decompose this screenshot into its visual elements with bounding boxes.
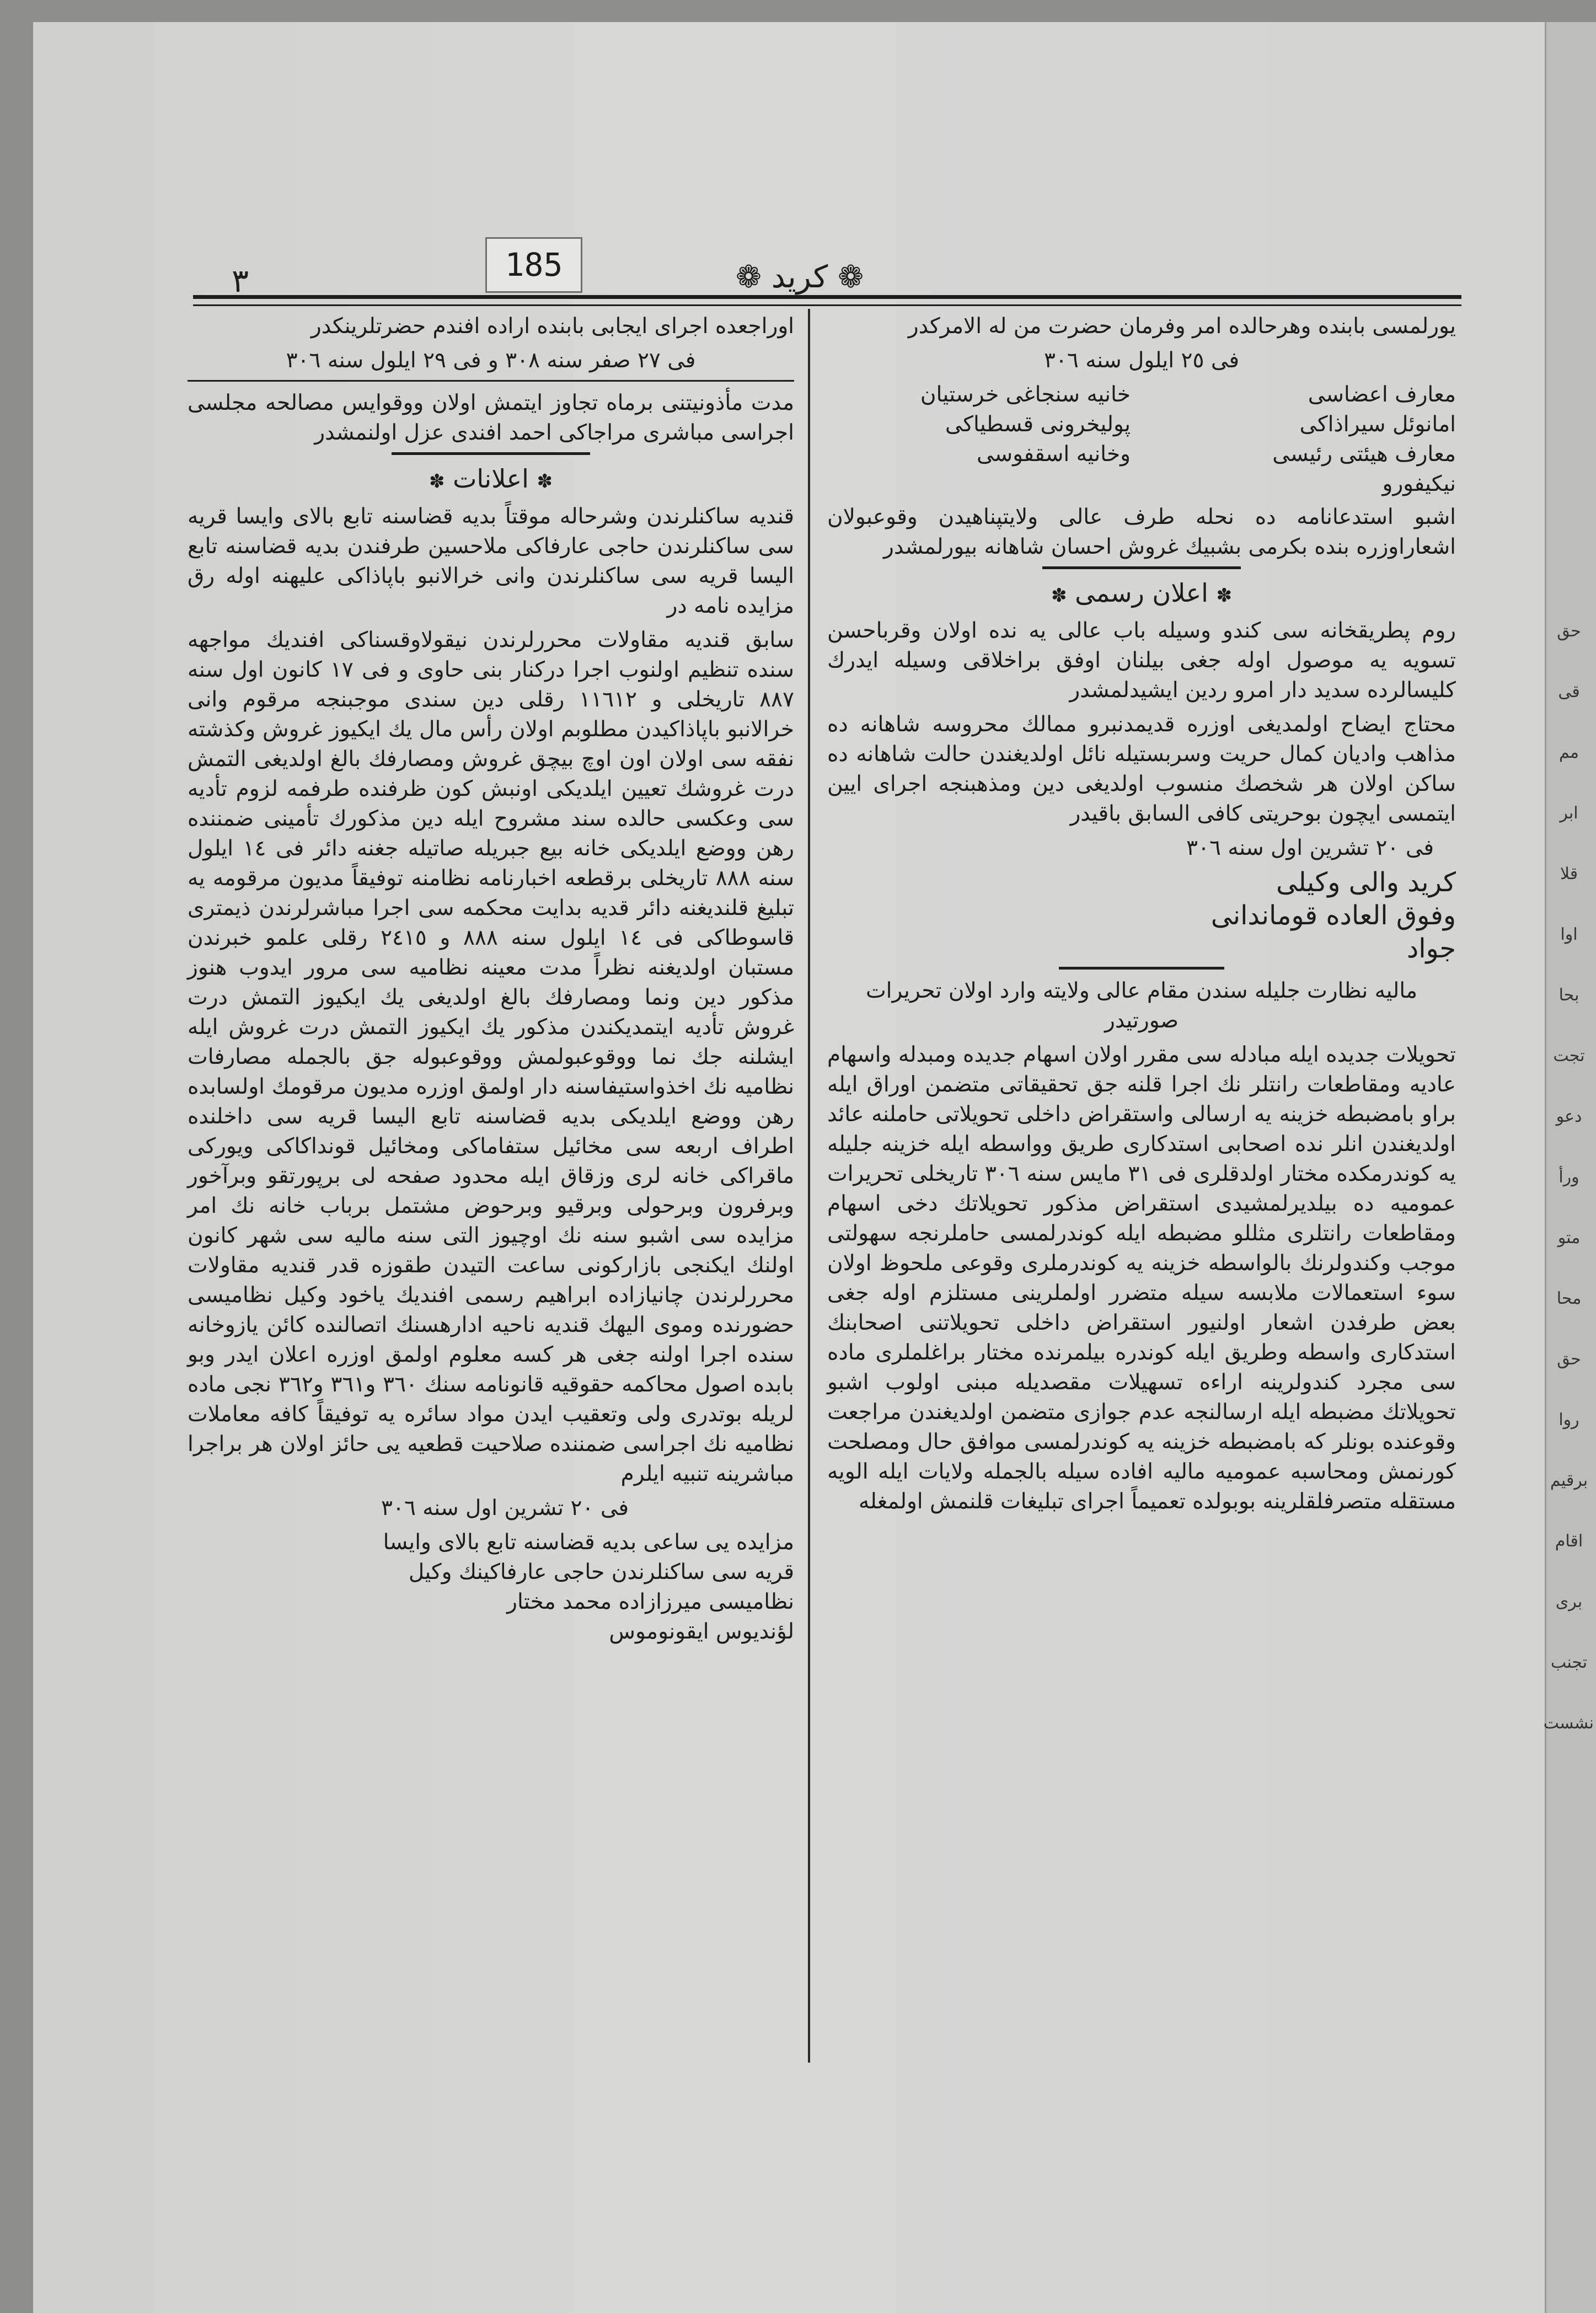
ornament-icon: ✽ — [1051, 585, 1067, 607]
decree-date: فى ٢٧ صفر سنه ٣٠٨ و فى ٢٩ ايلول سنه ٣٠٦ — [286, 348, 696, 373]
edge-fragment: متو — [1557, 1228, 1581, 1247]
right-column — [827, 312, 1456, 1521]
handwritten-page-number: 185 — [485, 237, 582, 293]
ornament-icon: ✽ — [429, 470, 445, 492]
official-date: فى ٢٠ تشرين اول سنه ٣٠٦ — [1186, 836, 1434, 860]
edge-fragment: حق — [1557, 1350, 1581, 1369]
edge-fragment: نشست — [1543, 1714, 1594, 1733]
official-paragraph: روم پطريقخانه سى كندو وسيله باب عالى يه نده اولان وقرباحسن تسويه يه موصول اوله جغى بيلنان اوفق براخلاقى وسيله ايدرك كليسالرده سديد دار امرو ردين ايشيدلمشدر — [827, 618, 1456, 703]
adjacent-page-text — [1544, 601, 1594, 1754]
header-rule — [193, 295, 1461, 306]
edge-fragment: تجنب — [1550, 1653, 1588, 1672]
edge-fragment: بحا — [1558, 986, 1579, 1005]
dismissal-notice: مدت مأذونيتنى برماه تجاوز ايتمش اولان ووقوايس مصالحه مجلسى اجراسى مباشرى مراجاكى احمد افندى عزل اولنمشدر — [188, 390, 794, 445]
edge-fragment: قلا — [1560, 864, 1578, 884]
member: معارف اعضاسى — [1308, 382, 1456, 407]
finance-heading: ماليه نظارت جليله سندن مقام عالى ولايته وارد اولان تحريرات صورتيدر — [865, 978, 1418, 1033]
member: خانيه سنجاغى خرستيان — [920, 382, 1131, 407]
edge-fragment: ورأ — [1558, 1168, 1579, 1187]
page-number: ٣ — [232, 262, 249, 299]
official-notice-title: اعلان رسمى — [1075, 578, 1208, 608]
member: پوليخرونى قسطياكى — [945, 412, 1131, 437]
grant-note: اشبو استدعانامه ده نحله طرف عالى ولايتپناهيدن وقوعبولان اشعاراوزره بنده بكرمى بشبيك غروش احسان شاهانه بيورلمشدر — [827, 505, 1456, 559]
ad-signature: مزايده يى ساعى بديه قضاسنه تابع بالاى وايسا — [383, 1530, 794, 1555]
edge-fragment: ابر — [1560, 804, 1578, 823]
member: نيكيفورو — [1382, 472, 1456, 496]
edge-fragment: برى — [1555, 1592, 1583, 1611]
ornament-icon: ✽ — [537, 470, 553, 492]
page-header — [165, 259, 1450, 299]
ad-paragraph: قنديه ساكنلرندن وشرحاله موقتاً بديه قضاسنه تابع بالاى وايسا قريه سى ساكنلرندن حاجى عارفاكى ملاحسين طرفندن بديه قضاسنه تابع اليسا قريه سى ساكنلرندن وانى خرالانبو باپاذاكى عليهنه اوله رق مزايده نامه در — [188, 504, 794, 618]
section-rule — [392, 452, 590, 458]
signature-title: وفوق العاده قوماندانى — [1211, 900, 1456, 931]
edge-fragment: اوا — [1560, 925, 1578, 944]
signature-name: جواد — [1406, 933, 1456, 964]
ad-signature: لؤنديوس ايقونوموس — [609, 1619, 794, 1644]
edge-fragment: مم — [1558, 743, 1579, 762]
edge-fragment: محا — [1556, 1289, 1582, 1308]
section-rule — [1059, 967, 1224, 973]
edge-fragment: برقيم — [1550, 1471, 1588, 1490]
member: امانوئل سيراذاكى — [1299, 412, 1456, 437]
column-divider — [808, 309, 810, 2063]
edge-fragment: تجت — [1553, 1046, 1585, 1066]
signature-title: كريد والى وكيلى — [1276, 867, 1456, 898]
masthead-title: ❁ كريد ❁ — [736, 259, 864, 295]
ad-signature: نظاميسى ميرزازاده محمد مختار — [507, 1589, 794, 1614]
edge-fragment: روا — [1558, 1410, 1579, 1429]
ad-date: فى ٢٠ تشرين اول سنه ٣٠٦ — [381, 1496, 629, 1520]
ad-signature: قريه سى ساكنلرندن حاجى عارفاكينك وكيل — [408, 1560, 794, 1584]
official-paragraph: محتاج ايضاح اولمديغى اوزره قديمدنبرو ممالك محروسه شاهانه ده مذاهب واديان كمال حريت وسربستيله نائل اولديغندن حالت شاهانه ده ساكن اولان هر شخصك منسوب اولديغى دين ومذهبنجه اجراى ايين ايتمسى ايچون بوحريتى كافى السابق باقيدر — [827, 712, 1456, 826]
ads-heading — [188, 464, 794, 496]
members-list — [827, 380, 1456, 499]
ornament-icon: ✽ — [1216, 585, 1233, 607]
member: وخانيه اسقفوسى — [976, 442, 1131, 467]
edge-fragment: اقام — [1555, 1532, 1583, 1551]
left-column — [188, 312, 794, 1651]
ad-paragraph: سابق قنديه مقاولات محررلرندن نيقولاوقسناكى افنديك مواجهه سنده تنظيم اولنوب اجرا دركنار بنى حاوى و فى ١٧ كانون اول سنه ٨٨٧ تاريخلى و ١١٦١٢ رقلى دين سندى موجبنجه مرقوم وانى خرالانبو باپاذاكيدن مطلوبم اولان رأس مال يك ايكيوز غروش وكذشته نفقه سى اولان اون اوچ بيچق غروش ومصارفك بالغ اولديغى التمش درت غروشك تعيين ايلديكى اونبش كون ظرفنده طرفمه لزوم تأديه سى وعكسى حالده سند مشروح ايله دين مذكورك تأمينى ضمننده رهن ووضع ايلديكى خانه بيع جبريله صاتيله جغنه دائر فى ١٤ ايلول سنه ٨٨٨ تاريخلى برقطعه اخبارنامه نظامنه توفيقاً مديون مرقومه يه تبليغ قلنديغنه دائر قديه بدايت محكمه سى اجرا مباشرلرندن ذيمترى قاسوطاكى فى ١٤ ايلول سنه ٨٨٨ و ٢٤١٥ رقلى علمو خبرندن مستبان اولديغنه نظراً مدت معينه نظاميه سى مرور ايدوب هنوز مذكور دين ونما ومصارفك بالغ اولديغى يك ايكيوز التمش درت غروش تأديه ايتمديكندن مذكور يك ايكيوز التمش درت غروش ايله ايشلنه جك نما ووقوعبولمش ووقوعبوله جق بالجمله مصارفات نظاميه نك اخذواستيفاسنه دار اولمق اوزره مديون مرقومك اولسابده رهن ووضع ايلديكى بديه قضاسنه تابع اليسا قريه سى داخلنده اطراف اربعه سى مخائيل ستفاماكى ومخائيل قونداكاكى ويوركى ماقراكى خانه لرى وزقاق ايله محدود صفحه لى برپورتقو وبرآخور وبرفرون وبرحولى وبرقيو وبرحوض مشتمل برباب خانه نك امر مزايده سى اشبو سنه نك اوچيوز التى سنه ماليه سى شهر كانون اولنك ايكنجى بازاركونى ساعت التيدن طقوزه قدر قنديه مقاولات محررلرندن چانيازاده ابراهيم رسمى افنديك ياخود وكيل نظاميسى حضورنده وموى اليهك قنديه ناحيه ادارهسنك اتصالنده كائن يازوخانه سنده اجرا اولنه جغى هر كسه معلوم اولمق اوزره اعلان ايدر وبو بابده اصول محاكمه حقوقيه قانونامه سنك ٣٦٠ و٣٦١ و٣٦٢ نجى ماده لريله بوتدرى ولى وتعقيب ايدن مواد سائره يه توفيقاً كافه معاملات نظاميه نك اجراسى ضمننده صلاحيت قطعيه يى حائز اولان هر براجرا مباشرينه تنبيه ايلرم — [188, 628, 795, 1486]
intro-date: فى ٢٥ ايلول سنه ٣٠٦ — [1044, 348, 1239, 373]
finance-body: تحويلات جديده ايله مبادله سى مقرر اولان اسهام جديده ومبدله واسهام عاديه ومقاطعات رانتلر نك اجرا قلنه جق تحقيقاتى متضمن اوراق ايله براو بامضبطه خزينه يه ارسالى واستقراض داخلى تحويلاتى حاملنه عائد اولديغندن انلر نده اصحابى استدكارى طريق وواسطه ايله خزينه جليله يه كوندرمكده مختار اولدقلرى فى ٣١ مايس سنه ٣٠٦ تاريخلى تحريرات عموميه ده بيلديرلمشيدى استقراض مذكور تحويلاتك دخى اسهام ومقاطعات رانتلرى مثللو مضبطه ايله كوندرلمسى حاملرنجه سهولتى موجب وكندولرنك بالواسطه خزينه يه كوندرملرى وقوعى ملحوظ اولان سوء استعمالات ملابسه سيله متضرر اولملرينى مستلزم اوله جغى بعض طرفدن اشعار اولنيور استقراض داخلى تحويلاتنى اصحابنك استدكارى واسطه وطريق ايله كوندره بيلمرنده مختار براغلملرى ماده سى مجرد كندولرينه اراءه تسهيلات مقصديله مبنى اولوب اشبو تحويلاتك مضبطه ايله ارسالنجه عدم جوازى متضمن اولديغندن مراجعت وقوعنده بونلر كه بامضبطه خزينه يه كوندرلمسى موافق حال ومصلحت كورنمش ومحاسبه عموميه ماليه افاده سيله بالجمله ولايات ايله الويه مستقله متصرفلقلرينه بوبولده تعميماً اجراى تبليغات قلنمش اولمغله — [827, 1042, 1456, 1514]
section-rule — [1042, 566, 1241, 572]
edge-fragment: دعو — [1556, 1107, 1582, 1126]
ads-title: اعلانات — [453, 464, 529, 494]
official-notice-heading — [827, 578, 1456, 611]
section-rule — [188, 380, 794, 385]
decree-line: اوراجعده اجراى ايجابى بابنده اراده افندم حضرتلرينكدر — [310, 314, 794, 339]
edge-fragment: قى — [1558, 682, 1580, 702]
intro-line: يورلمسى بابنده وهرحالده امر وفرمان حضرت من له الامركدر — [908, 314, 1456, 339]
member: معارف هيئتى رئيسى — [1272, 442, 1456, 467]
edge-fragment: حق — [1557, 622, 1581, 641]
